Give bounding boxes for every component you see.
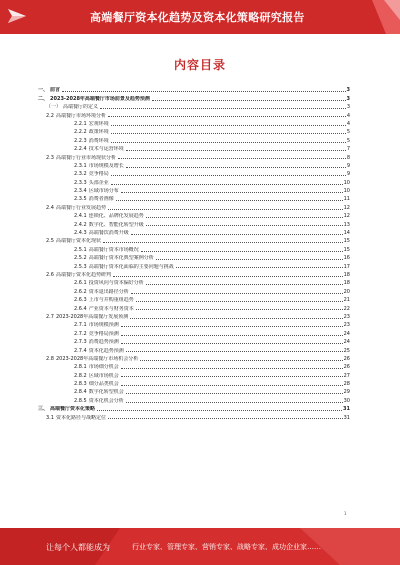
toc-entry[interactable] bbox=[38, 85, 350, 93]
toc-entry[interactable] bbox=[38, 320, 350, 328]
toc-dot-leader bbox=[100, 108, 346, 109]
toc-dot-leader bbox=[131, 234, 343, 235]
toc-entry-number: 2.6.4 bbox=[74, 305, 87, 312]
toc-entry-title: 资本化趋势预测 bbox=[88, 347, 124, 354]
toc-entry-page: 27 bbox=[343, 372, 350, 379]
toc-dot-leader bbox=[141, 251, 343, 252]
toc-entry-number: 2.3.5 bbox=[74, 196, 87, 203]
toc-entry-title: 高端餐厅资本化策略 bbox=[50, 406, 96, 413]
toc-entry-number: 2.6.1 bbox=[74, 280, 87, 287]
toc-entry-number: 2.2.2 bbox=[74, 129, 87, 136]
toc-entry-page: 22 bbox=[343, 305, 350, 312]
toc-entry-page: 24 bbox=[343, 339, 350, 346]
toc-dot-leader bbox=[62, 91, 345, 92]
toc-entry-title: 产业资本与财务资本 bbox=[88, 305, 134, 312]
toc-entry-page: 21 bbox=[343, 297, 350, 304]
toc-entry-page: 17 bbox=[343, 263, 350, 270]
toc-entry-page: 16 bbox=[343, 255, 350, 262]
toc-entry-page: 4 bbox=[346, 112, 350, 119]
toc-dot-leader bbox=[146, 284, 343, 285]
toc-entry-page: 3 bbox=[346, 104, 350, 111]
toc-entry-page: 3 bbox=[346, 95, 350, 102]
toc-entry-title: 前言 bbox=[50, 87, 61, 94]
toc-dot-leader bbox=[146, 225, 343, 226]
toc-entry-page: 30 bbox=[343, 397, 350, 404]
toc-entry-page: 25 bbox=[343, 347, 350, 354]
toc-entry-page: 10 bbox=[343, 179, 350, 186]
toc-entry[interactable] bbox=[38, 177, 350, 185]
toc-entry-page: 26 bbox=[343, 355, 350, 362]
toc-dot-leader bbox=[146, 217, 343, 218]
toc-entry-title: 政策环境 bbox=[88, 129, 109, 136]
toc-entry-number: 2.5.2 bbox=[74, 255, 87, 262]
toc-entry-page: 8 bbox=[346, 154, 350, 161]
toc-entry-number: 2.7.4 bbox=[74, 347, 87, 354]
footer-banner bbox=[0, 528, 400, 565]
toc-entry-page: 7 bbox=[346, 146, 350, 153]
toc-heading: 内容目录 bbox=[173, 58, 226, 72]
toc-entry[interactable] bbox=[38, 270, 350, 278]
toc-entry[interactable] bbox=[38, 295, 350, 303]
toc-entry[interactable] bbox=[38, 152, 350, 160]
toc-entry[interactable] bbox=[38, 354, 350, 362]
toc-entry[interactable] bbox=[38, 135, 350, 143]
toc-dot-leader bbox=[103, 242, 343, 243]
toc-dot-leader bbox=[140, 360, 342, 361]
toc-dot-leader bbox=[126, 402, 343, 403]
toc-entry[interactable] bbox=[38, 312, 350, 320]
toc-entry[interactable] bbox=[38, 236, 350, 244]
toc-dot-leader bbox=[121, 192, 343, 193]
toc-entry[interactable] bbox=[38, 286, 350, 294]
toc-entry-number: 2.5.1 bbox=[74, 246, 87, 253]
toc-entry[interactable] bbox=[38, 379, 350, 387]
toc-entry-title: 竞争格局 bbox=[88, 171, 109, 178]
toc-entry-title: 细分品类机会 bbox=[88, 381, 119, 388]
toc-entry-title: 高端餐厅资本化趋势研判 bbox=[55, 271, 111, 278]
toc-entry-number: 2.8.3 bbox=[74, 381, 87, 388]
toc-entry[interactable] bbox=[38, 362, 350, 370]
toc-entry-number: 2.6.2 bbox=[74, 288, 87, 295]
toc-entry-number: 3.1 bbox=[46, 414, 54, 421]
toc-dot-leader bbox=[126, 393, 343, 394]
toc-entry-title: 2023-2028年高端餐厅市场机会分析 bbox=[55, 355, 139, 362]
toc-entry-title: 技术与运营环境 bbox=[88, 146, 124, 153]
toc-dot-leader bbox=[111, 125, 346, 126]
toc-entry-number: 2.5.3 bbox=[74, 263, 87, 270]
toc-entry-number: 2.3.2 bbox=[74, 171, 87, 178]
toc-entry[interactable] bbox=[38, 404, 350, 412]
toc-entry-number: 2.4.2 bbox=[74, 221, 87, 228]
toc-entry-number: 2.4.3 bbox=[74, 230, 87, 237]
toc-entry-number: 2.8.2 bbox=[74, 372, 87, 379]
toc-entry-page: 12 bbox=[343, 204, 350, 211]
toc-entry[interactable] bbox=[38, 110, 350, 118]
toc-entry-title: 头部企业 bbox=[88, 179, 109, 186]
toc-entry-title: 高端餐饮消费升级 bbox=[88, 230, 129, 237]
toc-entry-page: 12 bbox=[343, 213, 350, 220]
toc-dot-leader bbox=[131, 293, 343, 294]
toc-entry-page: 31 bbox=[343, 406, 350, 413]
toc-entry-title: 上市与并购重组趋势 bbox=[88, 297, 134, 304]
toc-entry-number: 2.8 bbox=[46, 355, 54, 362]
toc-entry[interactable] bbox=[38, 144, 350, 152]
toc-dot-leader bbox=[156, 259, 343, 260]
toc-entry-title: 高端餐厅资本化面临的主要问题与挑战 bbox=[88, 263, 174, 270]
toc-entry-title: 高端餐厅行业发展趋势 bbox=[55, 204, 106, 211]
toc-entry-title: 市场规模及增长 bbox=[88, 162, 124, 169]
toc-dot-leader bbox=[121, 335, 343, 336]
toc-entry-number: 2.2.4 bbox=[74, 146, 87, 153]
toc-entry-number: 2.2 bbox=[46, 112, 54, 119]
toc-entry[interactable] bbox=[38, 102, 350, 110]
toc-dot-leader bbox=[121, 326, 343, 327]
toc-entry-title: 数字化、智能化转型升级 bbox=[88, 221, 144, 228]
toc-entry-title: 高端餐厅资本化现状 bbox=[55, 238, 101, 245]
toc-dot-leader bbox=[118, 158, 346, 159]
corner-decoration-icon bbox=[362, 0, 400, 34]
toc-dot-leader bbox=[108, 116, 346, 117]
toc-entry[interactable] bbox=[38, 119, 350, 127]
toc-entry[interactable] bbox=[38, 412, 350, 420]
toc-entry-page: 9 bbox=[346, 171, 350, 178]
toc-entry-title: 资本退出路径分析 bbox=[88, 288, 129, 295]
toc-entry[interactable] bbox=[38, 370, 350, 378]
toc-entry-page: 26 bbox=[343, 364, 350, 371]
toc-dot-leader bbox=[121, 385, 343, 386]
toc-entry[interactable] bbox=[38, 261, 350, 269]
toc-entry-title: 2023-2028年高端餐厅发展预测 bbox=[55, 313, 129, 320]
toc-entry-number: 2.4 bbox=[46, 204, 54, 211]
toc-entry-number: 2.7.1 bbox=[74, 322, 87, 329]
toc-entry-page: 5 bbox=[346, 137, 350, 144]
toc-entry[interactable] bbox=[38, 303, 350, 311]
toc-entry-title: 高端餐厅行业市场现状分析 bbox=[55, 154, 116, 161]
toc-entry[interactable] bbox=[38, 186, 350, 194]
toc-entry-page: 20 bbox=[343, 288, 350, 295]
toc-entry-number: 2.5 bbox=[46, 238, 54, 245]
toc-dot-leader bbox=[111, 142, 346, 143]
toc-entry-page: 31 bbox=[343, 414, 350, 421]
toc-entry-number: 2.6 bbox=[46, 271, 54, 278]
toc-entry[interactable] bbox=[38, 161, 350, 169]
toc-entry-page: 4 bbox=[346, 120, 350, 127]
toc-entry-number: 二、 bbox=[38, 95, 49, 102]
toc-entry-number: 2.8.1 bbox=[74, 364, 87, 371]
toc-entry[interactable] bbox=[38, 253, 350, 261]
toc-entry-title: 2023-2028年高端餐厅市场前景及趋势预测 bbox=[50, 95, 150, 102]
toc-entry-number: 2.7 bbox=[46, 313, 54, 320]
brand-logo-icon bbox=[6, 5, 28, 27]
toc-entry-page: 15 bbox=[343, 246, 350, 253]
toc-dot-leader bbox=[97, 410, 342, 411]
toc-entry-page: 5 bbox=[346, 129, 350, 136]
toc-entry[interactable] bbox=[38, 211, 350, 219]
toc-entry-number: 2.4.1 bbox=[74, 213, 87, 220]
page-marker: 1 bbox=[344, 511, 347, 516]
toc-dot-leader bbox=[121, 376, 343, 377]
toc-entry[interactable] bbox=[38, 127, 350, 135]
toc-entry-page: 24 bbox=[343, 330, 350, 337]
toc-entry-title: 资本化机会分析 bbox=[88, 397, 124, 404]
toc-entry-number: 2.2.1 bbox=[74, 120, 87, 127]
toc-entry[interactable] bbox=[38, 219, 350, 227]
toc-entry-page: 11 bbox=[343, 196, 350, 203]
toc-entry[interactable] bbox=[38, 244, 350, 252]
toc-dot-leader bbox=[121, 343, 343, 344]
toc-entry-title: 高端餐厅的定义 bbox=[63, 104, 99, 111]
toc-entry[interactable] bbox=[38, 93, 350, 101]
toc-entry[interactable] bbox=[38, 337, 350, 345]
toc-entry-title: 连锁化、品牌化发展趋势 bbox=[88, 213, 144, 220]
toc-entry-number: 2.8.4 bbox=[74, 389, 87, 396]
toc-entry-title: 消费者画像 bbox=[88, 196, 114, 203]
toc-entry-page: 18 bbox=[343, 271, 350, 278]
toc-entry[interactable] bbox=[38, 395, 350, 403]
toc-dot-leader bbox=[111, 133, 346, 134]
toc-entry-number: 2.3 bbox=[46, 154, 54, 161]
toc-entry-number: （一） bbox=[46, 104, 62, 111]
toc-entry[interactable] bbox=[38, 328, 350, 336]
toc-dot-leader bbox=[126, 167, 346, 168]
footer-lead-text: 让每个人都能成为 bbox=[46, 543, 110, 552]
toc-dot-leader bbox=[152, 100, 346, 101]
table-of-contents bbox=[38, 85, 350, 421]
toc-dot-leader bbox=[108, 418, 343, 419]
toc-entry-page: 14 bbox=[343, 230, 350, 237]
toc-entry-number: 一、 bbox=[38, 87, 49, 94]
toc-entry-number: 2.3.3 bbox=[74, 179, 87, 186]
toc-entry[interactable] bbox=[38, 345, 350, 353]
toc-entry-title: 市场细分机会 bbox=[88, 364, 119, 371]
toc-entry-number: 2.3.4 bbox=[74, 188, 87, 195]
toc-entry-number: 三、 bbox=[38, 406, 49, 413]
toc-entry-page: 15 bbox=[343, 238, 350, 245]
toc-entry[interactable] bbox=[38, 278, 350, 286]
toc-entry-number: 2.3.1 bbox=[74, 162, 87, 169]
toc-entry-page: 13 bbox=[343, 221, 350, 228]
header-bar bbox=[0, 0, 400, 34]
toc-dot-leader bbox=[111, 175, 346, 176]
toc-dot-leader bbox=[136, 309, 343, 310]
toc-entry[interactable] bbox=[38, 387, 350, 395]
toc-entry-page: 28 bbox=[343, 381, 350, 388]
toc-entry-page: 10 bbox=[343, 188, 350, 195]
toc-entry-number: 2.7.2 bbox=[74, 330, 87, 337]
toc-entry-title: 数字化转型机会 bbox=[88, 389, 124, 396]
toc-entry-page: 9 bbox=[346, 162, 350, 169]
toc-entry-title: 投资风向与资本偏好分析 bbox=[88, 280, 144, 287]
toc-dot-leader bbox=[113, 276, 343, 277]
toc-entry-title: 高端餐厅市场环境分析 bbox=[55, 112, 106, 119]
toc-entry[interactable] bbox=[38, 228, 350, 236]
toc-entry-page: 23 bbox=[343, 313, 350, 320]
toc-entry-page: 3 bbox=[346, 87, 350, 94]
toc-entry-page: 18 bbox=[343, 280, 350, 287]
toc-dot-leader bbox=[108, 209, 343, 210]
toc-entry-title: 高端餐厅资本化典型案例分析 bbox=[88, 255, 154, 262]
toc-entry-title: 消费趋势预测 bbox=[88, 339, 119, 346]
toc-entry-number: 2.8.5 bbox=[74, 397, 87, 404]
toc-entry-title: 宏观环境 bbox=[88, 120, 109, 127]
toc-entry-page: 23 bbox=[343, 322, 350, 329]
footer-roles-text: 行业专家、管理专家、营销专家、战略专家、成功企业家…… bbox=[132, 543, 321, 551]
toc-entry-title: 区域市场机会 bbox=[88, 372, 119, 379]
toc-entry-title: 消费环境 bbox=[88, 137, 109, 144]
toc-dot-leader bbox=[111, 184, 343, 185]
toc-dot-leader bbox=[130, 318, 342, 319]
toc-entry[interactable] bbox=[38, 202, 350, 210]
report-title: 高端餐厅资本化趋势及资本化策略研究报告 bbox=[90, 11, 305, 24]
toc-entry-page: 29 bbox=[343, 389, 350, 396]
toc-entry-title: 区域市场分布 bbox=[88, 188, 119, 195]
toc-entry[interactable] bbox=[38, 169, 350, 177]
toc-entry-number: 2.7.3 bbox=[74, 339, 87, 346]
toc-entry-title: 市场规模预测 bbox=[88, 322, 119, 329]
toc-entry[interactable] bbox=[38, 194, 350, 202]
toc-dot-leader bbox=[126, 351, 343, 352]
toc-dot-leader bbox=[176, 267, 343, 268]
toc-entry-title: 竞争格局预测 bbox=[88, 330, 119, 337]
toc-dot-leader bbox=[126, 150, 346, 151]
toc-dot-leader bbox=[116, 200, 343, 201]
toc-entry-title: 高端餐厅资本市场概况 bbox=[88, 246, 139, 253]
toc-entry-number: 2.2.3 bbox=[74, 137, 87, 144]
toc-entry-title: 资本化路径与战略定位 bbox=[55, 414, 106, 421]
toc-entry-number: 2.6.3 bbox=[74, 297, 87, 304]
toc-dot-leader bbox=[121, 368, 343, 369]
toc-dot-leader bbox=[136, 301, 343, 302]
